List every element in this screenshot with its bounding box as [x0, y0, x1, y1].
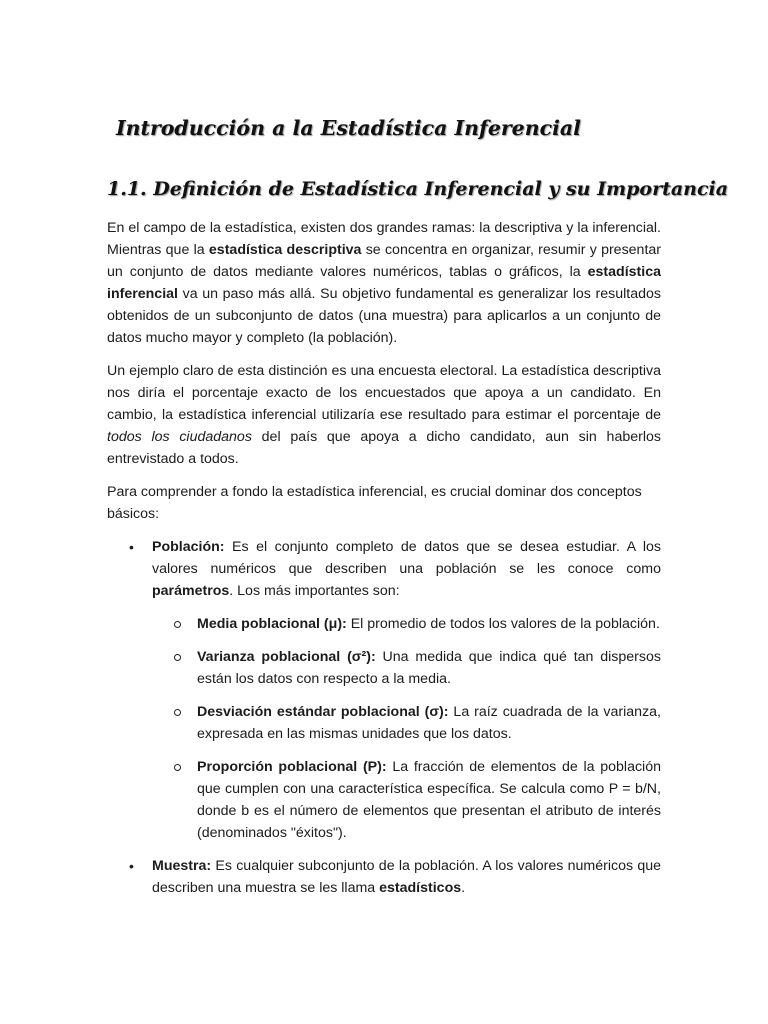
term-label: Desviación estándar poblacional (σ): [197, 704, 449, 720]
bold-term: estadística inferencial [107, 264, 661, 302]
paragraph-text: se concentra en organizar, resumir y presentar un conjunto de datos mediante valores numéricos, tablas o gráficos, la [107, 242, 662, 280]
circle-bullet-icon [174, 764, 181, 771]
circle-bullet-icon [174, 621, 181, 628]
paragraph-ramas [107, 217, 661, 349]
paragraph-text: va un paso más allá. Su objetivo fundamental es generalizar los resultados obtenidos de un subconjunto de datos (una muestra) para aplicarlos a un conjunto de datos mucho mayor y completo (la población). [107, 286, 661, 346]
concept-list [107, 536, 661, 899]
item-text: La raíz cuadrada de la varianza, expresada en las mismas unidades que los datos. [197, 704, 661, 742]
section-heading: 1.1. Definición de Estadística Inferencial y su Importancia [107, 178, 729, 200]
document-body [107, 217, 661, 910]
item-text: . [461, 880, 466, 896]
term-label: Varianza poblacional (σ²): [197, 649, 376, 665]
paragraph-text: En el campo de la estadística, existen dos grandes ramas: la descriptiva y la inferencial. Mientras que la [107, 220, 661, 258]
item-text: El promedio de todos los valores de la población. [346, 616, 660, 632]
item-text: La fracción de elementos de la población que cumplen con una característica específica. Se calcula como P = b/N, donde b es el número de elementos que presentan el atributo de interés (denominados "éxitos"). [197, 759, 661, 841]
list-item-muestra [107, 855, 661, 899]
bold-term: estadística descriptiva [208, 242, 362, 258]
circle-bullet-icon [174, 709, 181, 716]
paragraph-ejemplo [107, 360, 661, 470]
circle-bullet-icon [174, 654, 181, 661]
term-label: Población: [152, 539, 225, 555]
list-item-proporcion [152, 756, 661, 844]
paragraph-text: Un ejemplo claro de esta distinción es una encuesta electoral. La estadística descriptiva nos diría el porcentaje exacto de los encuestados que apoya a un candidato. En cambio, la estadística inferencial utilizaría ese resultado para estimar el porcentaje de [107, 363, 661, 423]
bold-term: estadísticos [379, 880, 462, 896]
term-label: Media poblacional (μ): [197, 616, 347, 632]
parameter-list [152, 613, 661, 844]
bullet-marker: • [129, 858, 134, 874]
bold-term: parámetros [152, 583, 230, 599]
term-label: Muestra: [152, 858, 212, 874]
item-text: Es el conjunto completo de datos que se desea estudiar. A los valores numéricos que describen una población se les conoce como [152, 539, 661, 577]
paragraph-conceptos: Para comprender a fondo la estadística inferencial, es crucial dominar dos conceptos básicos: [107, 484, 642, 522]
list-item-media [152, 613, 661, 635]
list-item-poblacion [107, 536, 661, 844]
document-title: Introducción a la Estadística Inferencial [116, 116, 581, 140]
bullet-marker: • [129, 539, 134, 555]
list-item-varianza [152, 646, 661, 690]
item-text: Es cualquier subconjunto de la población. A los valores numéricos que describen una muestra se les llama [152, 858, 661, 896]
paragraph-text: del país que apoya a dicho candidato, aun sin haberlos entrevistado a todos. [107, 429, 661, 467]
list-item-desviacion [152, 701, 661, 745]
item-text: . Los más importantes son: [229, 583, 400, 599]
term-label: Proporción poblacional (P): [197, 759, 387, 775]
italic-term: todos los ciudadanos [107, 429, 252, 445]
item-text: Una medida que indica qué tan dispersos están los datos con respecto a la media. [197, 649, 661, 687]
